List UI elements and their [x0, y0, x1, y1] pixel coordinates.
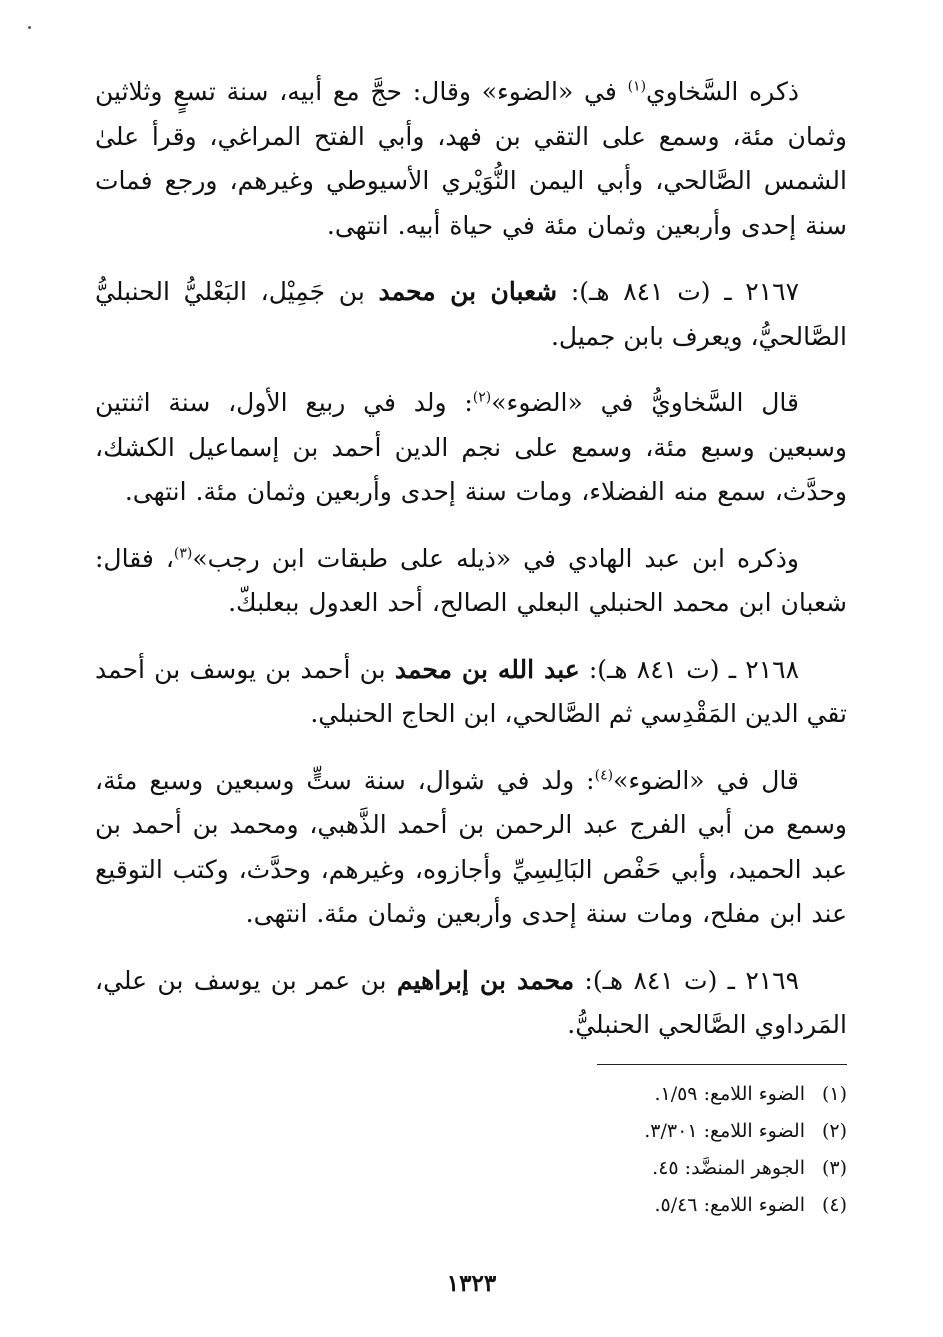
- entry-2167: [95, 270, 847, 359]
- entry-2168: [95, 648, 847, 737]
- entry-2167-name: شعبان بن محمد: [378, 277, 558, 306]
- paragraph-1: [95, 70, 847, 248]
- paragraph-4: [95, 537, 847, 626]
- footnote-4: [347, 1187, 847, 1224]
- footnote-2-text: الضوء اللامع: ٣/٣٠١.: [644, 1120, 805, 1142]
- scan-speck: [28, 26, 31, 29]
- paragraph-1-text: في «الضوء» وقال: حجَّ مع أبيه، سنة تسعٍ وثلاثين وثمان مئة، وسمع على التقي بن فهد، وأبي الفتح المراغي، وقرأ علىٰ الشمس الصَّالحي، وأبي اليمن النُّوَيْري الأسيوطي وغيرهم، ورجع فمات سنة إحدى وأربعين وثمان مئة في حياة أبيه. انتهى.: [95, 77, 847, 240]
- footnote-1-number: (١): [821, 1083, 847, 1105]
- entry-2169-text: بن عمر بن يوسف بن علي، المَرداوي الصَّالحي الحنبليُّ.: [95, 965, 847, 1039]
- footnote-4-text: الضوء اللامع: ٥/٤٦.: [654, 1194, 805, 1216]
- page-body: [95, 70, 847, 1070]
- paragraph-6-text: : ولد في شوال، سنة ستٍّ وسبعين وسبع مئة، وسمع من أبي الفرج عبد الرحمن بن أحمد الذَّهبي، ومحمد بن أحمد بن عبد الحميد، وأبي حَفْص البَالِسِيِّ وأجازوه، وغيرهم، وحدَّث، وكتب التوقيع عند ابن مفلح، ومات سنة إحدى وأربعين وثمان مئة. انتهى.: [95, 765, 847, 928]
- footnote-1: [347, 1076, 847, 1113]
- footnote-ref-3[interactable]: (٣): [173, 545, 193, 562]
- entry-2169: [95, 959, 847, 1048]
- paragraph-4-text: ، فقال: شعبان ابن محمد الحنبلي البعلي الصالح، أحد العدول ببعلبكّ.: [95, 543, 847, 617]
- footnotes: [347, 1076, 847, 1224]
- footnote-ref-4[interactable]: (٤): [594, 767, 614, 784]
- footnote-1-text: الضوء اللامع: ١/٥٩.: [654, 1083, 805, 1105]
- footnote-4-number: (٤): [821, 1194, 847, 1216]
- footnote-ref-2[interactable]: (٢): [472, 389, 492, 406]
- entry-2168-name: عبد الله بن محمد: [394, 654, 580, 684]
- paragraph-1-intro: ذكره السَّخاوي: [646, 77, 799, 106]
- entry-2167-text: بن جَمِيْل، البَعْليُّ الحنبليُّ الصَّالحيُّ، ويعرف بابن جميل.: [95, 277, 847, 351]
- page-number: ١٣٢٣: [446, 1270, 497, 1297]
- footnote-ref-1[interactable]: (١): [627, 78, 647, 95]
- footnote-3-number: (٣): [821, 1157, 847, 1179]
- entry-2169-name: محمد بن إبراهيم: [396, 965, 575, 995]
- footnote-2-number: (٢): [821, 1120, 847, 1142]
- footnote-2: [347, 1113, 847, 1150]
- paragraph-3-intro: قال السَّخاويُّ في «الضوء»: [491, 388, 800, 417]
- footnote-divider: [597, 1064, 847, 1065]
- paragraph-6-intro: قال في «الضوء»: [613, 765, 799, 795]
- paragraph-4-intro: وذكره ابن عبد الهادي في «ذيله على طبقات ابن رجب»: [192, 543, 799, 573]
- entry-2167-number: ٢١٦٧ ـ (ت ٨٤١ هـ):: [557, 277, 800, 306]
- entry-2169-number: ٢١٦٩ ـ (ت ٨٤١ هـ):: [574, 965, 800, 995]
- entry-2168-text: بن أحمد بن يوسف بن أحمد تقي الدين المَقْدِسي ثم الصَّالحي، ابن الحاج الحنبلي.: [95, 654, 847, 728]
- footnote-3-text: الجوهر المنضَّد: ٤٥.: [652, 1157, 805, 1179]
- entry-2168-number: ٢١٦٨ ـ (ت ٨٤١ هـ):: [579, 654, 800, 684]
- paragraph-3-text: : ولد في ربيع الأول، سنة اثنتين وسبعين وسبع مئة، وسمع على نجم الدين أحمد بن إسماعيل الكشك، وحدَّث، سمع منه الفضلاء، ومات سنة إحدى وأربعين وثمان مئة. انتهى.: [95, 388, 847, 506]
- paragraph-3: [95, 381, 847, 515]
- paragraph-6: [95, 759, 847, 937]
- footnote-3: [347, 1150, 847, 1187]
